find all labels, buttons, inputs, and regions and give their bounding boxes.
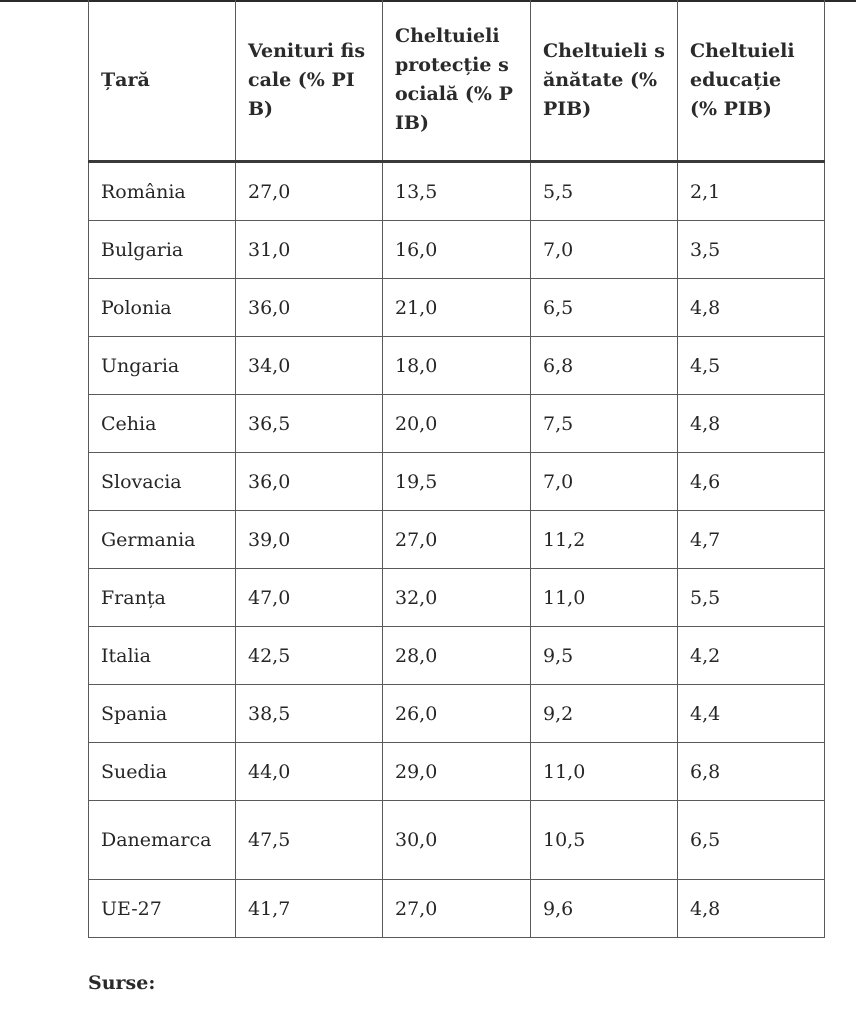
cell-tax-revenue: 38,5 (236, 685, 383, 743)
cell-social-protection: 26,0 (383, 685, 531, 743)
cell-education: 5,5 (678, 569, 825, 627)
cell-education: 4,5 (678, 337, 825, 395)
cell-country: Polonia (89, 279, 236, 337)
cell-social-protection: 27,0 (383, 511, 531, 569)
table-row (89, 337, 825, 395)
cell-education: 6,8 (678, 743, 825, 801)
cell-education: 4,4 (678, 685, 825, 743)
article-content (88, 0, 824, 994)
cell-social-protection: 16,0 (383, 221, 531, 279)
cell-country: România (89, 162, 236, 221)
header-tax-revenue: Venituri fiscale (% PIB) (236, 0, 383, 162)
cell-country: Germania (89, 511, 236, 569)
cell-country: Suedia (89, 743, 236, 801)
cell-health: 7,0 (531, 453, 678, 511)
cell-social-protection: 19,5 (383, 453, 531, 511)
cell-health: 7,0 (531, 221, 678, 279)
header-social-protection: Cheltuieli protecție socială (% PIB) (383, 0, 531, 162)
cell-education: 4,2 (678, 627, 825, 685)
header-health: Cheltuieli sănătate (% PIB) (531, 0, 678, 162)
cell-education: 4,8 (678, 880, 825, 938)
cell-health: 9,2 (531, 685, 678, 743)
header-country: Țară (89, 0, 236, 162)
table-row (89, 395, 825, 453)
cell-tax-revenue: 36,5 (236, 395, 383, 453)
cell-tax-revenue: 41,7 (236, 880, 383, 938)
cell-education: 6,5 (678, 801, 825, 880)
fiscal-data-table (88, 0, 825, 938)
cell-social-protection: 20,0 (383, 395, 531, 453)
cell-health: 7,5 (531, 395, 678, 453)
table-header-row (89, 0, 825, 162)
cell-health: 6,8 (531, 337, 678, 395)
cell-tax-revenue: 42,5 (236, 627, 383, 685)
table-row (89, 743, 825, 801)
cell-education: 4,7 (678, 511, 825, 569)
cell-health: 11,0 (531, 569, 678, 627)
cell-tax-revenue: 36,0 (236, 453, 383, 511)
cell-tax-revenue: 36,0 (236, 279, 383, 337)
cell-social-protection: 18,0 (383, 337, 531, 395)
table-row (89, 162, 825, 221)
table-row (89, 627, 825, 685)
cell-social-protection: 13,5 (383, 162, 531, 221)
cell-social-protection: 21,0 (383, 279, 531, 337)
cell-tax-revenue: 34,0 (236, 337, 383, 395)
cell-country: Danemarca (89, 801, 236, 880)
table-row (89, 511, 825, 569)
cell-social-protection: 30,0 (383, 801, 531, 880)
cell-social-protection: 29,0 (383, 743, 531, 801)
cell-tax-revenue: 47,0 (236, 569, 383, 627)
cell-country: UE-27 (89, 880, 236, 938)
cell-education: 4,8 (678, 395, 825, 453)
table-row (89, 880, 825, 938)
table-row (89, 221, 825, 279)
cell-health: 5,5 (531, 162, 678, 221)
cell-country: Ungaria (89, 337, 236, 395)
sources-label: Surse: (88, 972, 156, 994)
table-row (89, 453, 825, 511)
header-education: Cheltuieli educație (% PIB) (678, 0, 825, 162)
cell-health: 10,5 (531, 801, 678, 880)
cell-country: Bulgaria (89, 221, 236, 279)
cell-health: 9,6 (531, 880, 678, 938)
cell-country: Cehia (89, 395, 236, 453)
cell-education: 3,5 (678, 221, 825, 279)
cell-country: Franța (89, 569, 236, 627)
cell-health: 11,2 (531, 511, 678, 569)
cell-social-protection: 32,0 (383, 569, 531, 627)
cell-country: Italia (89, 627, 236, 685)
cell-tax-revenue: 47,5 (236, 801, 383, 880)
cell-social-protection: 27,0 (383, 880, 531, 938)
cell-country: Spania (89, 685, 236, 743)
cell-education: 2,1 (678, 162, 825, 221)
cell-health: 6,5 (531, 279, 678, 337)
table-row (89, 569, 825, 627)
cell-tax-revenue: 44,0 (236, 743, 383, 801)
cell-tax-revenue: 27,0 (236, 162, 383, 221)
cell-health: 9,5 (531, 627, 678, 685)
cell-tax-revenue: 31,0 (236, 221, 383, 279)
cell-social-protection: 28,0 (383, 627, 531, 685)
cell-country: Slovacia (89, 453, 236, 511)
cell-health: 11,0 (531, 743, 678, 801)
cell-education: 4,8 (678, 279, 825, 337)
table-row (89, 279, 825, 337)
table-row (89, 685, 825, 743)
cell-tax-revenue: 39,0 (236, 511, 383, 569)
cell-education: 4,6 (678, 453, 825, 511)
table-row (89, 801, 825, 880)
table-body (89, 162, 825, 938)
